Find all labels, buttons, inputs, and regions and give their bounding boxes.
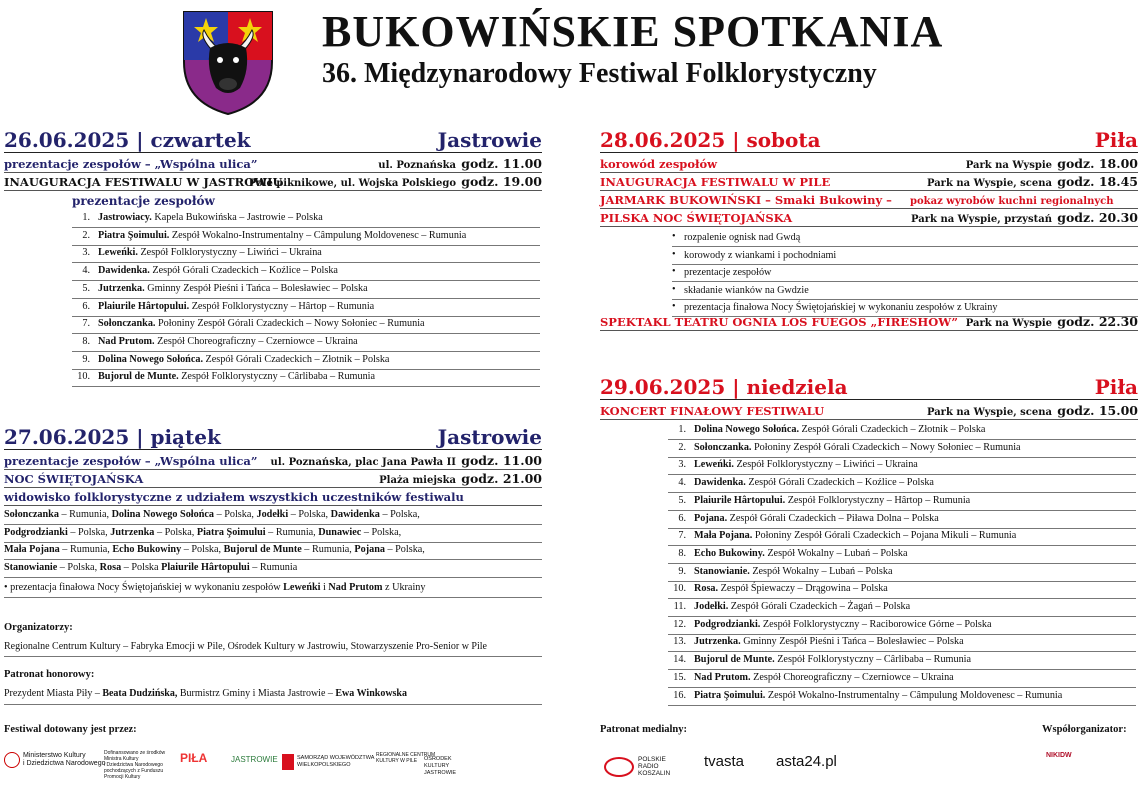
ensemble-details: Zespół Górali Czadeckich – Złotnik – Polska [203, 353, 390, 365]
item-number: 4. [678, 477, 686, 489]
ensemble-name: Pojana. [694, 512, 728, 524]
item-number: 2. [678, 441, 686, 453]
bold-text: Piatra Şoimului [196, 526, 266, 538]
bullet-item [672, 230, 1138, 247]
day2-place: Jastrowie [437, 425, 542, 449]
event-name: KONCERT FINAŁOWY FESTIWALU [600, 404, 825, 418]
item-text [98, 283, 368, 294]
ensemble-details: Zespół Folklorystyczny – Liwińci – Ukraina [733, 459, 918, 471]
event-name: prezentacje zespołów – „Wspólna ulica” [4, 157, 258, 171]
participants-line [4, 525, 542, 543]
day3-place: Piła [1094, 128, 1138, 152]
bullet-icon: • [672, 248, 676, 260]
nikidw-logo: NIKIDW [1046, 752, 1072, 759]
ensemble-name: Jastrowiacy. [98, 212, 152, 223]
day1-section [4, 130, 542, 390]
day4-place: Piła [1094, 375, 1138, 399]
item-text [694, 619, 992, 630]
tvasta-logo: tvasta [704, 753, 745, 770]
ensemble-name: Nad Prutom. [98, 335, 155, 347]
ensemble-name: Jutrzenka. [694, 636, 741, 648]
item-number: 14. [673, 654, 686, 666]
bold-text: Dunawiec [318, 526, 362, 538]
item-number: 10. [673, 583, 686, 595]
text: – Polska, [57, 562, 100, 574]
text: – Polska [121, 562, 162, 574]
ensemble-name: Dawidenka. [98, 265, 150, 277]
ensemble-details: Połoniny Zespół Górali Czadeckich – Pojana Mikuli – Rumunia [752, 530, 1017, 542]
item-number: 13. [673, 636, 686, 648]
bold-text: Pojana [354, 544, 385, 556]
bold-text: Jodełki [256, 509, 289, 520]
list-item [668, 528, 1136, 546]
day2-subheading: widowisko folklorystyczne z udziałem wszystkich uczestników festiwalu [4, 490, 464, 504]
ensemble-details: Zespół Choreograficzny – Czerniowce – Ukraina [750, 671, 954, 683]
list-item [72, 210, 540, 228]
item-number: 15. [673, 671, 686, 683]
item-number: 9. [82, 353, 90, 365]
item-number: 1. [82, 212, 90, 223]
text: Prezydent Miasta Piły – [4, 688, 103, 699]
item-number: 7. [678, 530, 686, 542]
list-item [668, 617, 1136, 635]
event-name: prezentacje zespołów – „Wspólna ulica” [4, 454, 258, 468]
item-number: 3. [678, 459, 686, 471]
event-name: INAUGURACJA FESTIWALU W PILE [600, 175, 831, 189]
ensemble-name: Bujorul de Munte. [694, 654, 775, 666]
event-name: PILSKA NOC ŚWIĘTOJAŃSKA [600, 211, 793, 225]
item-number: 5. [82, 282, 90, 294]
patronage-label: Patronat honorowy: [4, 669, 95, 680]
ensemble-name: Jodełki. [694, 601, 729, 612]
asta24-logo: asta24.pl [776, 753, 837, 770]
item-number: 16. [673, 689, 686, 701]
event-location: Pole piknikowe, ul. Wojska Polskiego [248, 178, 456, 189]
bold-text: Nad Prutom [328, 581, 383, 593]
text: z Ukrainy [382, 581, 426, 593]
event-location: Park na Wyspie, scena [926, 407, 1052, 418]
rck-logo: REGIONALNE CENTRUM KULTURY W PILE [376, 752, 436, 764]
day2-event-row [4, 453, 542, 470]
ensemble-name: Sołonczanka. [694, 441, 752, 453]
item-text [694, 513, 939, 524]
pila-logo: PIŁA [180, 751, 208, 765]
ensemble-name: Piatra Şoimului. [98, 229, 170, 241]
list-item [72, 245, 540, 263]
item-number: 2. [82, 229, 90, 241]
bold-text: Beata Dudzińska, [102, 688, 178, 699]
polskie-radio-logo: POLSKIE RADIO KOSZALIN [604, 756, 670, 777]
ministry-logo: Ministerstwo Kultury i Dziedzictwa Narodowego [4, 752, 105, 768]
event-time: godz. 22.30 [1057, 314, 1138, 329]
funding-note-logo: Dofinansowano ze środków Ministra Kultury i Dziedzictwa Narodowego pochodzących z Funduszu Promocji Kultury [104, 750, 166, 780]
jastrowie-logo: JASTROWIE [231, 755, 278, 764]
event-time: godz. 15.00 [1057, 403, 1138, 418]
list-item [668, 493, 1136, 511]
day3-section [600, 130, 1138, 340]
item-number: 3. [82, 247, 90, 259]
bold-text: Echo Bukowiny [112, 544, 182, 556]
text: – Polska, [379, 509, 420, 520]
text: – Polska, [384, 544, 425, 556]
event-location: ul. Poznańska, plac Jana Pawła II [270, 457, 456, 468]
item-text [694, 601, 910, 612]
item-number: 6. [82, 300, 90, 312]
text: – Rumunia [249, 562, 298, 574]
event-time: godz. 11.00 [461, 453, 542, 468]
item-number: 1. [678, 424, 686, 435]
item-text [694, 672, 954, 683]
coorganizer-label: Współorganizator: [1042, 724, 1127, 735]
day3-date: 28.06.2025 | sobota [600, 128, 821, 152]
bullet-item [672, 248, 1138, 265]
bullet-text: prezentacje zespołów [684, 267, 772, 278]
day3-event-row [600, 192, 1138, 209]
event-name: SPEKTAKL TEATRU OGNIA LOS FUEGOS „FIRESHOW” [600, 315, 958, 329]
line-text [4, 544, 425, 555]
day3-header [600, 130, 1138, 153]
ensemble-name: Jutrzenka. [98, 282, 145, 294]
list-item [72, 263, 540, 281]
event-name: NOC ŚWIĘTOJAŃSKA [4, 472, 144, 486]
final-presentation-line [4, 580, 542, 598]
event-location: Park na Wyspie [965, 160, 1052, 171]
item-text [98, 230, 466, 241]
day3-event-row [600, 174, 1138, 191]
bullet-icon: • [672, 231, 676, 242]
ensemble-details: Zespół Choreograficzny – Czerniowce – Ukraina [154, 335, 358, 347]
day3-event-row [600, 210, 1138, 227]
event-location: Plaża miejska [379, 475, 456, 486]
bold-text: Podgrodzianki [4, 526, 68, 538]
bold-text: Dawidenka [330, 509, 380, 520]
list-item [72, 316, 540, 334]
list-item [668, 546, 1136, 564]
ensemble-name: Dawidenka. [694, 477, 746, 489]
ensemble-details: Zespół Górali Czadeckich – Koźlice – Polska [149, 265, 338, 277]
list-item [668, 457, 1136, 475]
event-time: godz. 11.00 [461, 156, 542, 171]
text: – Polska, [181, 544, 224, 556]
ensemble-details: Zespół Wokalny – Lubań – Polska [764, 547, 908, 559]
day3-event-row [600, 156, 1138, 173]
day2-subheading-row [4, 489, 542, 506]
list-item [668, 581, 1136, 599]
event-time: godz. 19.00 [461, 174, 542, 189]
ensemble-details: Połoniny Zespół Górali Czadeckich – Nowy Sołoniec – Rumunia [751, 441, 1021, 453]
day1-header [4, 130, 542, 153]
day3-spektakl-row [600, 314, 1138, 331]
ensemble-name: Plaiurile Hârtopului. [98, 300, 190, 312]
ensemble-details: Gminny Zespół Pieśni i Tańca – Bolesławiec – Polska [144, 282, 368, 294]
day1-place: Jastrowie [437, 128, 542, 152]
item-number: 8. [678, 547, 686, 559]
ensemble-details: Zespół Górali Czadeckich – Złotnik – Polska [799, 424, 986, 435]
ensemble-details: Zespół Górali Czadeckich – Piława Dolna – Polska [727, 512, 939, 524]
event-time: godz. 18.00 [1057, 156, 1138, 171]
event-location: Park na Wyspie [965, 318, 1052, 329]
list-item [668, 440, 1136, 458]
text: Burmistrz Gminy i Miasta Jastrowie – [177, 688, 336, 699]
event-location: Park na Wyspie, przystań [911, 214, 1052, 225]
ensemble-name: Piatra Şoimului. [694, 689, 766, 701]
ensemble-details: Zespół Wokalno-Instrumentalny – Câmpulung Moldovenesc – Rumunia [169, 229, 467, 241]
day1-event-row [4, 174, 542, 191]
ensemble-name: Nad Prutom. [694, 671, 751, 683]
item-number: 4. [82, 265, 90, 277]
ensemble-name: Echo Bukowiny. [694, 547, 765, 559]
bold-text: Sołonczanka [4, 509, 59, 520]
media-label: Patronat medialny: [600, 724, 688, 735]
list-item [668, 475, 1136, 493]
list-item [668, 511, 1136, 529]
day1-event-row [4, 156, 542, 173]
ensemble-details: Zespół Śpiewaczy – Drągowina – Polska [718, 583, 888, 595]
line-text [4, 562, 297, 573]
ensemble-details: Kapela Bukowińska – Jastrowie – Polska [151, 212, 323, 223]
page-title: BUKOWIŃSKIE SPOTKANIA [322, 7, 944, 56]
day4-header [600, 377, 1138, 400]
ensemble-name: Sołonczanka. [98, 318, 156, 330]
day2-date: 27.06.2025 | piątek [4, 425, 221, 449]
line-text [4, 582, 425, 593]
day2-header [4, 427, 542, 450]
item-text [98, 371, 375, 382]
item-text [98, 318, 425, 329]
ensemble-details: Zespół Górali Czadeckich – Koźlice – Polska [745, 477, 934, 489]
bold-text: Leweńki [283, 581, 321, 593]
bullet-text: rozpalenie ognisk nad Gwdą [684, 232, 801, 243]
bullet-text: korowody z wiankami i pochodniami [684, 249, 837, 261]
list-item [668, 652, 1136, 670]
day4-event-row [600, 403, 1138, 420]
list-item [72, 334, 540, 352]
day2-section [4, 427, 542, 607]
item-text [98, 247, 322, 258]
bold-text: Stanowianie [4, 562, 58, 574]
ensemble-name: Podgrodzianki. [694, 618, 761, 630]
list-item [668, 688, 1136, 706]
ensemble-details: Zespół Wokalny – Lubań – Polska [749, 565, 893, 577]
text: – Polska, [154, 526, 197, 538]
item-text [694, 459, 918, 470]
bold-text: Mała Pojana [4, 544, 60, 556]
text: – Rumunia, [265, 526, 319, 538]
ensemble-name: Bujorul de Munte. [98, 371, 179, 383]
list-item [72, 281, 540, 299]
line-text [4, 509, 420, 520]
day4-section [600, 377, 1138, 707]
participants-line [4, 560, 542, 578]
event-note: pokaz wyrobów kuchni regionalnych [910, 196, 1114, 207]
bullet-icon: • [672, 266, 676, 277]
day4-date: 29.06.2025 | niedziela [600, 375, 848, 399]
ensemble-details: Zespół Folklorystyczny – Liwińci – Ukraina [137, 247, 322, 259]
item-text [98, 212, 323, 223]
patronage-text [4, 688, 407, 699]
participants-line [4, 507, 542, 525]
organizers-label: Organizatorzy: [4, 622, 73, 633]
ensemble-details: Zespół Górali Czadeckich – Żagań – Polska [728, 601, 911, 612]
item-number: 8. [82, 335, 90, 347]
list-item [668, 564, 1136, 582]
text: – Polska, [361, 526, 402, 538]
list-item [72, 369, 540, 387]
bullet-item [672, 283, 1138, 300]
text: – Polska, [67, 526, 111, 538]
item-text [98, 265, 338, 276]
bold-text: Ewa Winkowska [335, 688, 407, 699]
ensemble-name: Dolina Nowego Sołońca. [98, 353, 203, 365]
ensemble-details: Zespół Folklorystyczny – Cârlibaba – Rumunia [774, 654, 972, 666]
item-text [694, 530, 1016, 541]
event-time: godz. 20.30 [1057, 210, 1138, 225]
day2-event-row [4, 471, 542, 488]
ok-jastrowie-logo: OŚRODEK KULTURY JASTROWIE [424, 756, 457, 776]
ensemble-name: Rosa. [694, 583, 719, 595]
item-text [98, 354, 389, 365]
list-item [668, 634, 1136, 652]
ensemble-details: Zespół Folklorystyczny – Cârlibaba – Rumunia [178, 371, 376, 383]
organizers-text: Regionalne Centrum Kultury – Fabryka Emocji w Pile, Ośrodek Kultury w Jastrowiu, Stowarzyszenie Pro-Senior w Pile [4, 641, 487, 652]
event-location: ul. Poznańska [378, 160, 456, 171]
item-number: 11. [673, 601, 686, 612]
bold-text: Dolina Nowego Sołońca [111, 509, 215, 520]
ensemble-name: Stanowianie. [694, 565, 750, 577]
ensemble-details: Połoniny Zespół Górali Czadeckich – Nowy Sołoniec – Rumunia [155, 318, 425, 330]
day1-subheading: prezentacje zespołów [72, 194, 215, 208]
item-number: 10. [77, 371, 90, 383]
item-text [694, 495, 970, 506]
bukowina-crest-logo [180, 8, 276, 116]
ensemble-name: Leweńki. [98, 247, 138, 259]
item-text [694, 424, 985, 435]
ensemble-details: Zespół Wokalno-Instrumentalny – Câmpulung Moldovenesc – Rumunia [765, 689, 1063, 701]
bold-text: Rosa [99, 562, 122, 574]
bullet-text: prezentacja finałowa Nocy Świętojańskiej w wykonaniu zespołów z Ukrainy [684, 302, 998, 313]
item-text [694, 654, 971, 665]
ensemble-name: Dolina Nowego Sołońca. [694, 424, 799, 435]
list-item [668, 670, 1136, 688]
day1-date: 26.06.2025 | czwartek [4, 128, 251, 152]
text: – Rumunia, [59, 544, 113, 556]
text: – Polska, [214, 509, 257, 520]
list-item [72, 299, 540, 317]
ensemble-name: Mała Pojana. [694, 530, 753, 542]
ensemble-name: Plaiurile Hârtopului. [694, 494, 786, 506]
divider [4, 704, 542, 705]
item-text [694, 636, 964, 647]
item-text [694, 442, 1021, 453]
event-time: godz. 18.45 [1057, 174, 1138, 189]
event-name: korowód zespołów [600, 157, 718, 171]
text: – Polska, [288, 509, 331, 520]
list-item [668, 422, 1136, 440]
page-subtitle: 36. Międzynarodowy Festiwal Folklorystyczny [322, 58, 877, 89]
ensemble-details: Gminny Zespół Pieśni i Tańca – Bolesławiec – Polska [740, 636, 964, 648]
ensemble-details: Zespół Folklorystyczny – Raciborowice Górne – Polska [760, 618, 992, 630]
bold-text: Plaiurile Hârtopului [161, 562, 250, 574]
text: – Rumunia, [58, 509, 112, 520]
item-number: 9. [678, 565, 686, 577]
divider [4, 656, 542, 657]
item-number: 12. [673, 618, 686, 630]
funded-label: Festiwal dotowany jest przez: [4, 724, 137, 735]
item-text [98, 301, 374, 312]
list-item [668, 599, 1136, 617]
item-text [694, 583, 888, 594]
ensemble-details: Zespół Folklorystyczny – Hârtop – Rumunia [189, 300, 375, 312]
event-time: godz. 21.00 [461, 471, 542, 486]
item-number: 6. [678, 512, 686, 524]
ensemble-details: Zespół Folklorystyczny – Hârtop – Rumunia [785, 494, 971, 506]
item-number: 7. [82, 318, 90, 330]
event-name: JARMARK BUKOWIŃSKI – Smaki Bukowiny – [600, 193, 892, 207]
item-text [98, 336, 358, 347]
line-text [4, 527, 401, 538]
text: • prezentacja finałowa Nocy Świętojańskiej w wykonaniu zespołów [4, 581, 284, 593]
text: – Rumunia, [301, 544, 355, 556]
bullet-icon: • [672, 301, 676, 312]
bold-text: Jutrzenka [110, 526, 155, 538]
bullet-icon: • [672, 283, 676, 295]
list-item [72, 228, 540, 246]
bullet-item [672, 265, 1138, 282]
item-text [694, 548, 908, 559]
item-text [694, 690, 1062, 701]
samorzad-logo: SAMORZĄD WOJEWÓDZTWA WIELKOPOLSKIEGO [282, 754, 374, 770]
participants-line [4, 542, 542, 560]
list-item [72, 352, 540, 370]
event-name: INAUGURACJA FESTIWALU W JASTROWIU [4, 175, 283, 189]
event-location: Park na Wyspie, scena [926, 178, 1052, 189]
item-text [694, 566, 893, 577]
bullet-text: składanie wianków na Gwdzie [684, 284, 809, 296]
bold-text: Bujorul de Munte [223, 544, 302, 556]
item-number: 5. [678, 494, 686, 506]
ensemble-name: Leweńki. [694, 459, 734, 471]
item-text [694, 477, 934, 488]
text: i [320, 581, 329, 593]
